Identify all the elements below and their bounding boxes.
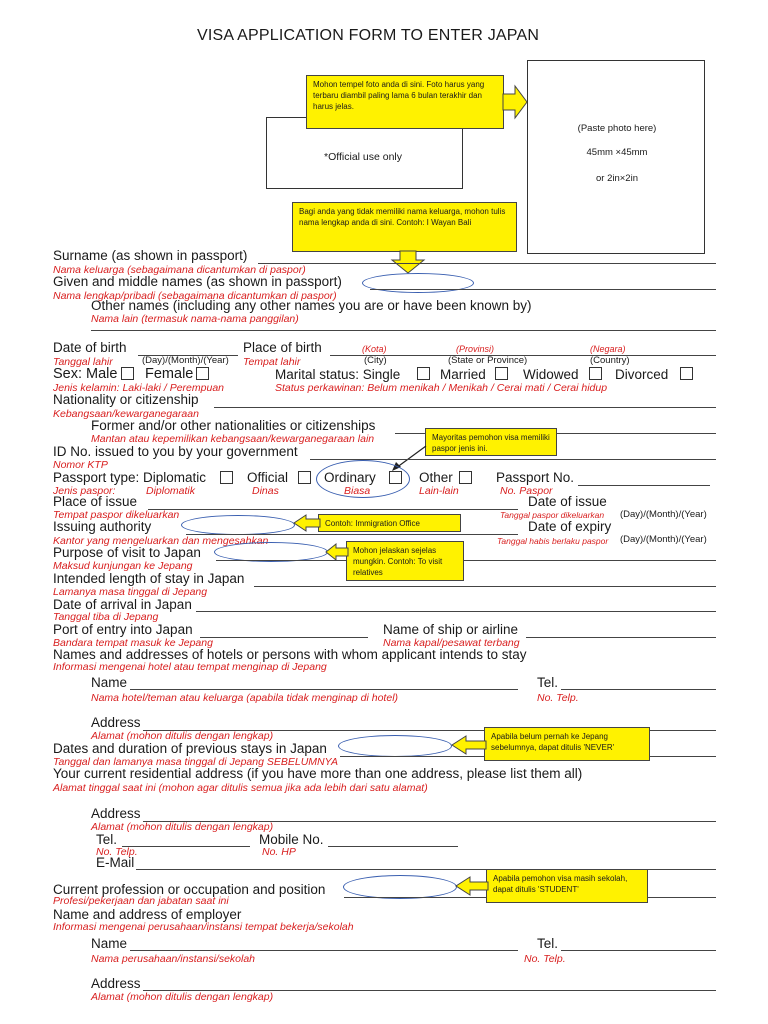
residential-tr: Alamat tinggal saat ini (mohon agar ditulis semua jika ada lebih dari satu alamat)	[53, 782, 428, 794]
company-address-label: Address	[91, 976, 141, 991]
ship-label: Name of ship or airline	[383, 622, 519, 637]
photo-size-in: or 2in×2in	[596, 173, 638, 184]
issue-format: (Day)/(Month)/(Year)	[620, 509, 707, 520]
form-title: VISA APPLICATION FORM TO ENTER JAPAN	[197, 27, 540, 44]
res-tel-tr: No. Telp.	[96, 846, 138, 858]
official-label: Official	[247, 470, 289, 485]
lain-tr: Lain-lain	[419, 485, 459, 497]
highlight-oval	[343, 875, 457, 899]
id-tr: Nomor KTP	[53, 459, 108, 471]
previous-label: Dates and duration of previous stays in Japan	[53, 741, 327, 756]
res-address-tr: Alamat (mohon ditulis dengan lengkap)	[91, 821, 274, 833]
hotel-tel-tr: No. Telp.	[537, 692, 579, 704]
length-tr: Lamanya masa tinggal di Jepang	[53, 586, 208, 598]
res-tel-line[interactable]	[122, 846, 250, 847]
hotel-name-label: Name	[91, 675, 128, 690]
email-label: E-Mail	[96, 855, 135, 870]
arrival-label: Date of arrival in Japan	[53, 597, 192, 612]
company-tel-line[interactable]	[561, 950, 716, 951]
sex-label: Sex: Male	[53, 366, 118, 382]
profession-label: Current profession or occupation and position	[53, 882, 326, 897]
company-name-label: Name	[91, 936, 128, 951]
arrival-line[interactable]	[196, 611, 716, 612]
arrow-left-icon	[456, 877, 488, 895]
residential-label: Your current residential address (if you have more than one address, please list them all)	[53, 766, 583, 781]
company-tr: Nama perusahaan/instansi/sekolah	[91, 953, 256, 965]
other-label: Other	[419, 470, 453, 485]
ordinary-checkbox[interactable]	[389, 471, 402, 484]
purpose-label: Purpose of visit to Japan	[53, 545, 201, 560]
provinsi-tr: (Provinsi)	[456, 344, 495, 354]
no-paspor-tr: No. Paspor	[500, 485, 553, 497]
ordinary-label: Ordinary	[324, 470, 376, 485]
res-tel-label: Tel.	[96, 832, 118, 847]
profession-tr: Profesi/pekerjaan dan jabatan saat ini	[53, 895, 229, 907]
female-checkbox[interactable]	[196, 367, 209, 380]
date-expiry-label: Date of expiry	[528, 519, 612, 534]
diplomatik-tr: Diplomatik	[146, 485, 196, 497]
official-checkbox[interactable]	[298, 471, 311, 484]
port-label: Port of entry into Japan	[53, 622, 193, 637]
res-address-label: Address	[91, 806, 141, 821]
dob-format: (Day)/(Month)/(Year)	[142, 355, 229, 366]
former-tr: Mantan atau kepemilikan kebangsaan/kewarganegaraan lain	[91, 433, 375, 445]
country-label: (Country)	[590, 355, 630, 366]
ship-tr: Nama kapal/pesawat terbang	[383, 637, 520, 649]
note-purpose: Mohon jelaskan sejelas mungkin. Contoh: To visit relatives	[346, 541, 464, 581]
issuing-label: Issuing authority	[53, 519, 152, 534]
hotels-label: Names and addresses of hotels or persons with whom applicant intends to stay	[53, 647, 527, 662]
hotels-tr: Informasi mengenai hotel atau tempat menginap di Jepang	[53, 661, 327, 673]
given-line[interactable]	[370, 289, 716, 290]
surname-label: Surname (as shown in passport)	[53, 248, 248, 263]
nationality-line[interactable]	[214, 407, 716, 408]
dob-tr: Tanggal lahir	[53, 356, 113, 368]
other-names-label: Other names (including any other names you are or have been known by)	[91, 298, 532, 313]
hotel-address-label: Address	[91, 715, 141, 730]
purpose-line[interactable]	[216, 560, 716, 561]
photo-label: (Paste photo here)	[577, 123, 657, 134]
arrow-right-icon	[503, 86, 529, 118]
other-names-tr: Nama lain (termasuk nama-nama panggilan)	[91, 313, 299, 325]
state-label: (State or Province)	[448, 355, 528, 366]
married-checkbox[interactable]	[495, 367, 508, 380]
dob-label: Date of birth	[53, 340, 127, 355]
sex-tr: Jenis kelamin: Laki-laki / Perempuan	[53, 382, 224, 394]
previous-tr: Tanggal dan lamanya masa tinggal di Jepang SEBELUMNYA	[53, 756, 339, 768]
official-use-label: *Official use only	[324, 151, 403, 163]
place-issue-line[interactable]	[148, 509, 518, 510]
length-line[interactable]	[254, 586, 716, 587]
nationality-tr: Kebangsaan/kewarganegaraan	[53, 408, 199, 420]
place-issue-tr: Tempat paspor dikeluarkan	[53, 509, 180, 521]
employer-label: Name and address of employer	[53, 907, 242, 922]
divorced-checkbox[interactable]	[680, 367, 693, 380]
given-label: Given and middle names (as shown in passport)	[53, 274, 342, 289]
date-expiry-tr: Tanggal habis berlaku paspor	[497, 536, 609, 546]
date-issue-label: Date of issue	[528, 494, 607, 509]
employer-tr: Informasi mengenai perusahaan/instansi tempat bekerja/sekolah	[53, 921, 354, 933]
highlight-oval	[338, 735, 452, 757]
former-label: Former and/or other nationalities or citizenships	[91, 418, 376, 433]
note-name: Bagi anda yang tidak memiliki nama keluarga, mohon tulis nama lengkap anda di sini. Contoh: I Wayan Bali	[292, 202, 517, 252]
date-issue-tr: Tanggal paspor dikeluarkan	[500, 510, 605, 520]
widowed-label: Widowed	[523, 367, 579, 382]
note-profession: Apabila pemohon visa masih sekolah, dapat ditulis 'STUDENT'	[486, 869, 648, 903]
length-label: Intended length of stay in Japan	[53, 571, 245, 586]
surname-line[interactable]	[258, 263, 716, 264]
marital-label: Marital status: Single	[275, 367, 401, 382]
note-photo: Mohon tempel foto anda di sini. Foto harus yang terbaru diambil paling lama 6 bulan terakhir dan harus jelas.	[306, 75, 504, 129]
issuing-tr: Kantor yang mengeluarkan dan mengesahkan	[53, 535, 269, 547]
divorced-label: Divorced	[615, 367, 669, 382]
highlight-oval	[214, 542, 328, 562]
pob-label: Place of birth	[243, 340, 322, 355]
arrival-tr: Tanggal tiba di Jepang	[53, 611, 159, 623]
single-checkbox[interactable]	[417, 367, 430, 380]
hotel-name-line[interactable]	[130, 689, 518, 690]
highlight-oval	[362, 273, 474, 293]
id-label: ID No. issued to you by your government	[53, 444, 298, 459]
passport-no-label: Passport No.	[496, 470, 575, 485]
widowed-checkbox[interactable]	[589, 367, 602, 380]
hotel-name-tr: Nama hotel/teman atau keluarga (apabila tidak menginap di hotel)	[91, 692, 399, 704]
hotel-tel-line[interactable]	[561, 689, 716, 690]
dinas-tr: Dinas	[252, 485, 279, 497]
company-name-line[interactable]	[130, 950, 518, 951]
diplomatic-checkbox[interactable]	[220, 471, 233, 484]
marital-tr: Status perkawinan: Belum menikah / Menikah / Cerai mati / Cerai hidup	[275, 382, 608, 394]
hotel-tel-label: Tel.	[537, 675, 559, 690]
note-authority: Contoh: Immigration Office	[318, 514, 461, 532]
ptype-label: Passport type:	[53, 470, 140, 485]
diplomatic-label: Diplomatic	[143, 470, 207, 485]
place-issue-label: Place of issue	[53, 494, 138, 509]
city-label: (City)	[364, 355, 387, 366]
expiry-format: (Day)/(Month)/(Year)	[620, 534, 707, 545]
female-label: Female	[145, 366, 194, 382]
passport-no-line[interactable]	[578, 485, 710, 486]
photo-size-mm: 45mm ×45mm	[586, 147, 648, 158]
company-tel-label: Tel.	[537, 936, 559, 951]
arrow-left-icon	[452, 736, 486, 754]
other-names-line[interactable]	[91, 330, 716, 331]
surname-tr: Nama keluarga (sebagaimana dicantumkan di paspor)	[53, 264, 306, 276]
biasa-tr: Biasa	[344, 485, 371, 497]
mobile-line[interactable]	[328, 846, 458, 847]
port-tr: Bandara tempat masuk ke Jepang	[53, 637, 213, 649]
married-label: Married	[440, 367, 486, 382]
photo-box[interactable]	[527, 60, 705, 254]
note-passport: Mayoritas pemohon visa memiliki paspor jenis ini.	[425, 428, 557, 456]
arrow-left-icon	[326, 544, 348, 560]
mobile-label: Mobile No.	[259, 832, 324, 847]
male-checkbox[interactable]	[121, 367, 134, 380]
hotel-address-tr: Alamat (mohon ditulis dengan lengkap)	[91, 730, 274, 742]
hp-tr: No. HP	[262, 846, 296, 858]
negara-tr: (Negara)	[590, 344, 626, 354]
nationality-label: Nationality or citizenship	[53, 392, 199, 407]
kota-tr: (Kota)	[362, 344, 387, 354]
company-address-tr: Alamat (mohon ditulis dengan lengkap)	[91, 991, 274, 1003]
purpose-tr: Maksud kunjungan ke Jepang	[53, 560, 193, 572]
highlight-oval	[181, 515, 295, 535]
ptype-tr: Jenis paspor:	[53, 485, 116, 497]
company-tel-tr: No. Telp.	[524, 953, 566, 965]
port-line[interactable]	[200, 637, 368, 638]
ship-line[interactable]	[526, 637, 716, 638]
arrow-down-icon	[392, 251, 424, 273]
given-tr: Nama lengkap/pribadi (sebagaimana dicantumkan di paspor)	[53, 290, 337, 302]
other-checkbox[interactable]	[459, 471, 472, 484]
pob-tr: Tempat lahir	[243, 356, 301, 368]
note-previous: Apabila belum pernah ke Jepang sebelumnya, dapat ditulis 'NEVER'	[484, 727, 650, 761]
arrow-left-icon	[294, 515, 320, 531]
